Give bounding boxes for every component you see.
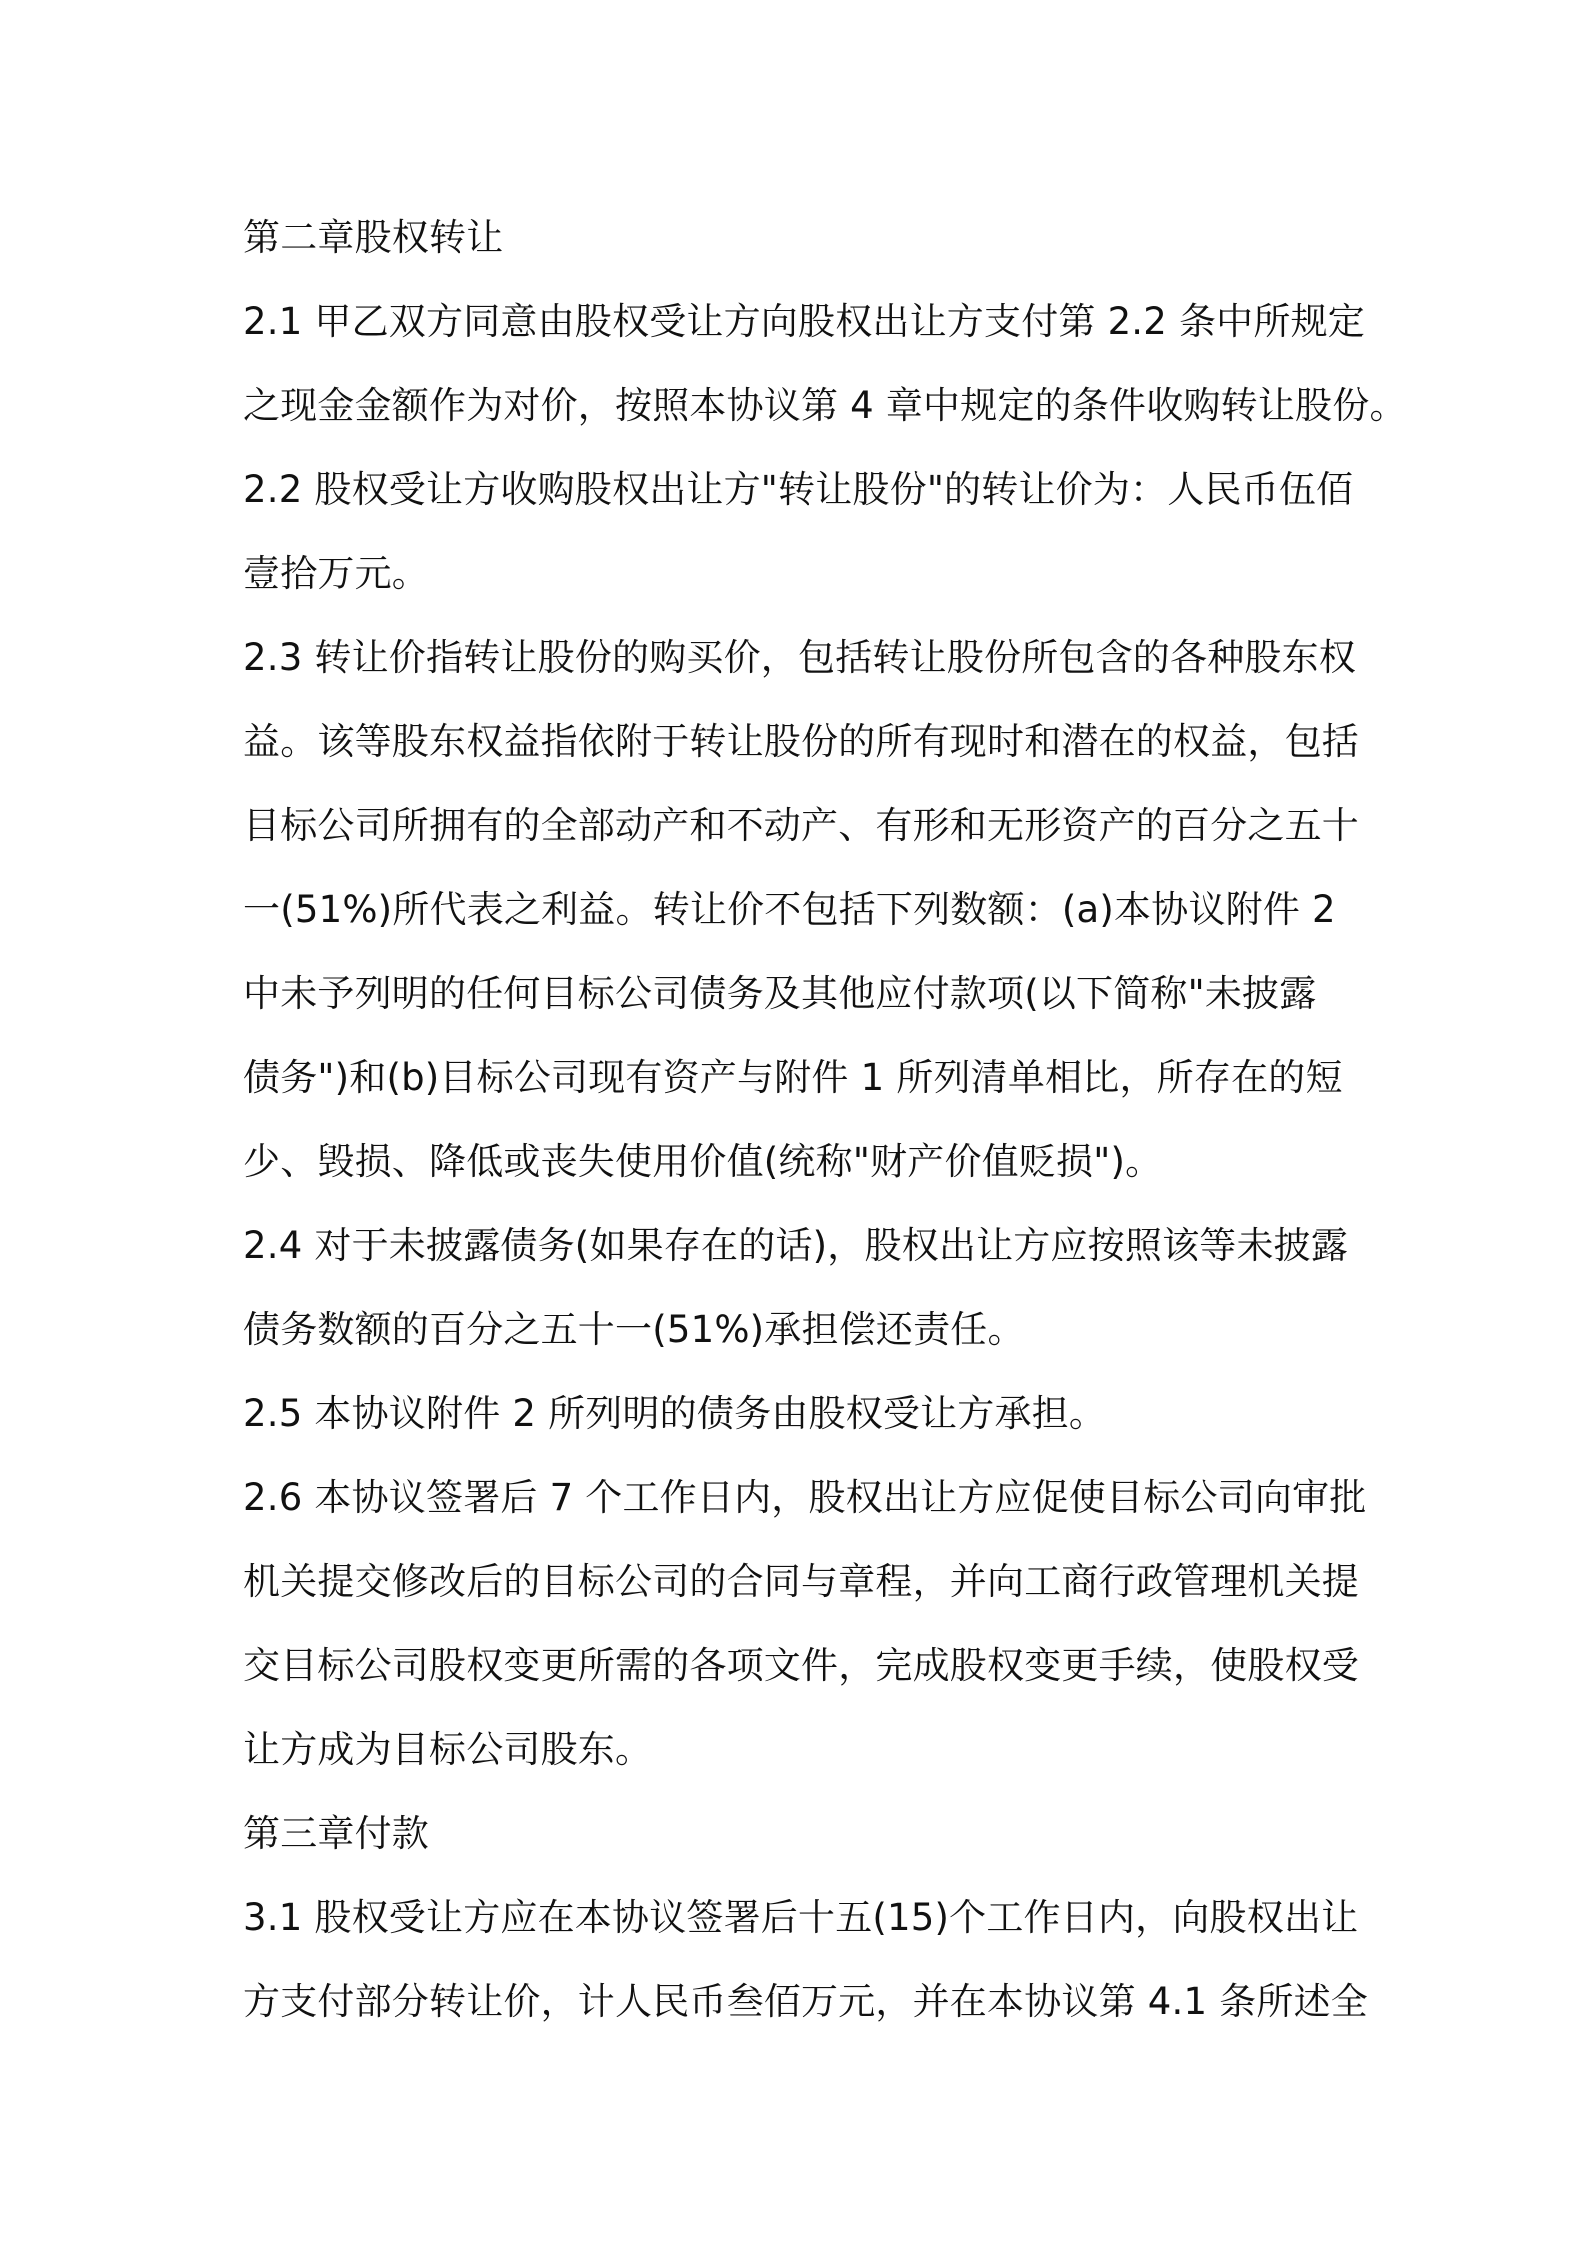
text-line: 2.6 本协议签署后 7 个工作日内，股权出让方应促使目标公司向审批: [243, 1476, 1367, 1519]
text-line: 债务数额的百分之五十一(51%)承担偿还责任。: [243, 1308, 1025, 1351]
text-line: 3.1 股权受让方应在本协议签署后十五(15)个工作日内，向股权出让: [243, 1896, 1359, 1939]
text-line: 2.3 转让价指转让股份的购买价，包括转让股份所包含的各种股东权: [243, 636, 1357, 679]
document-body: [243, 196, 1407, 2044]
text-line: 2.4 对于未披露债务(如果存在的话)，股权出让方应按照该等未披露: [243, 1224, 1349, 1267]
chapter-3-heading: 第三章付款: [243, 1812, 429, 1855]
text-line: 2.2 股权受让方收购股权出让方"转让股份"的转让价为：人民币伍佰: [243, 468, 1354, 511]
text-line: 一(51%)所代表之利益。转让价不包括下列数额：(a)本协议附件 2: [243, 888, 1336, 931]
text-line: 少、毁损、降低或丧失使用价值(统称"财产价值贬损")。: [243, 1140, 1163, 1183]
text-line: 2.5 本协议附件 2 所列明的债务由股权受让方承担。: [243, 1392, 1107, 1435]
text-line: 益。该等股东权益指依附于转让股份的所有现时和潜在的权益，包括: [243, 720, 1359, 763]
text-line: 之现金金额作为对价，按照本协议第 4 章中规定的条件收购转让股份。: [243, 384, 1407, 427]
text-line: 交目标公司股权变更所需的各项文件，完成股权变更手续，使股权受: [243, 1644, 1359, 1687]
text-line: 目标公司所拥有的全部动产和不动产、有形和无形资产的百分之五十: [243, 804, 1359, 847]
text-line: 中未予列明的任何目标公司债务及其他应付款项(以下简称"未披露: [243, 972, 1317, 1015]
text-line: 债务")和(b)目标公司现有资产与附件 1 所列清单相比，所存在的短: [243, 1056, 1343, 1099]
chapter-2-heading: 第二章股权转让: [243, 216, 504, 259]
text-line: 机关提交修改后的目标公司的合同与章程，并向工商行政管理机关提: [243, 1560, 1359, 1603]
text-line: 壹拾万元。: [243, 552, 429, 595]
text-line: 2.1 甲乙双方同意由股权受让方向股权出让方支付第 2.2 条中所规定: [243, 300, 1365, 343]
text-line: 让方成为目标公司股东。: [243, 1728, 653, 1771]
text-line: 方支付部分转让价，计人民币叁佰万元，并在本协议第 4.1 条所述全: [243, 1980, 1368, 2023]
